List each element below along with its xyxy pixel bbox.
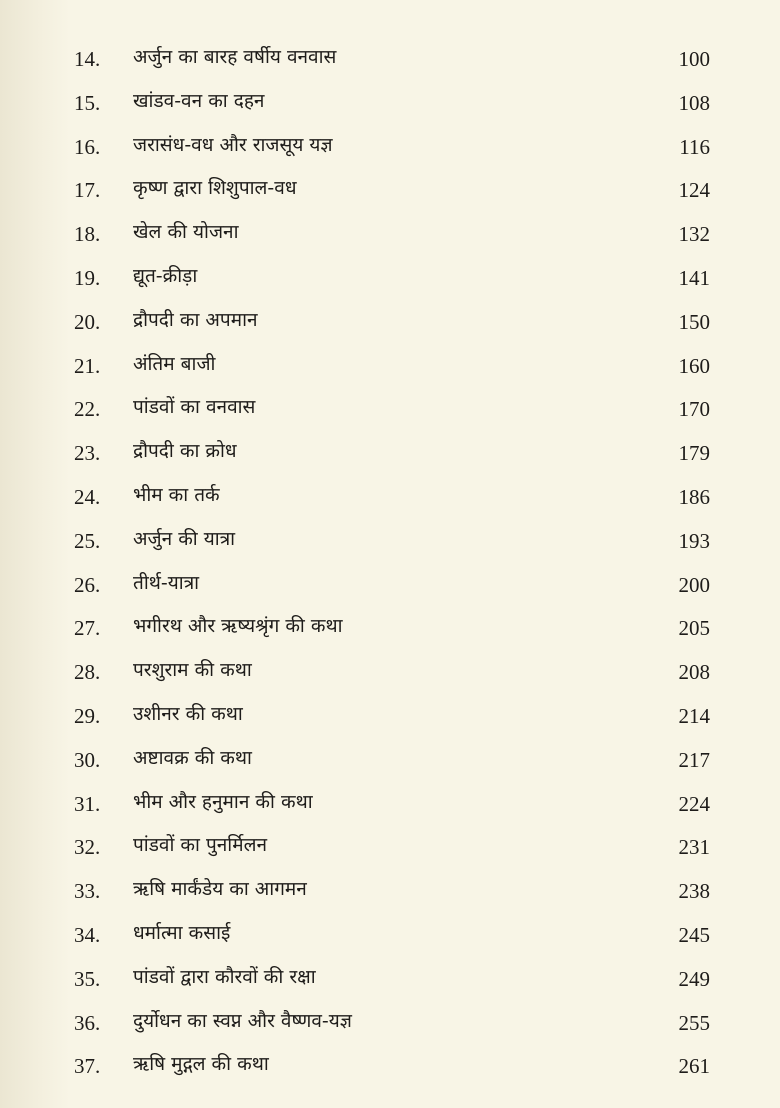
page-number: 249 xyxy=(678,966,710,991)
chapter-number: 25. xyxy=(74,528,101,553)
chapter-title: भीम और हनुमान की कथा xyxy=(133,790,313,813)
page-number: 150 xyxy=(678,309,710,334)
chapter-number: 36. xyxy=(74,1010,101,1035)
chapter-title: अष्टावक्र की कथा xyxy=(133,746,252,769)
chapter-title: दुर्योधन का स्वप्न और वैष्णव-यज्ञ xyxy=(133,1009,352,1032)
toc-entry xyxy=(0,476,780,520)
chapter-title: द्रौपदी का अपमान xyxy=(133,308,258,331)
chapter-number: 21. xyxy=(74,353,101,378)
page-number: 186 xyxy=(678,484,710,509)
chapter-title: ऋषि मार्कंडेय का आगमन xyxy=(133,878,307,901)
toc-entry xyxy=(0,607,780,651)
toc-entry xyxy=(0,38,780,82)
page-number: 108 xyxy=(678,90,710,115)
page-number: 100 xyxy=(678,47,710,71)
chapter-title: धर्मात्मा कसाई xyxy=(133,921,231,944)
page-number: 141 xyxy=(678,265,710,290)
page-number: 132 xyxy=(678,222,710,247)
chapter-title: खेल की योजना xyxy=(133,221,239,244)
chapter-title: खांडव-वन का दहन xyxy=(133,89,265,112)
toc-entry xyxy=(0,870,780,914)
chapter-title: द्रौपदी का क्रोध xyxy=(133,440,237,463)
chapter-number: 29. xyxy=(74,703,101,728)
toc-entry xyxy=(0,1045,780,1089)
chapter-title: उशीनर की कथा xyxy=(133,702,243,725)
chapter-number: 37. xyxy=(74,1054,101,1079)
chapter-number: 30. xyxy=(74,747,101,772)
chapter-title: भगीरथ और ऋष्यश्रृंग की कथा xyxy=(133,615,343,638)
page-number: 124 xyxy=(678,178,710,203)
toc-entry xyxy=(0,695,780,739)
chapter-number: 18. xyxy=(74,222,101,247)
page-number: 214 xyxy=(678,703,710,728)
toc-entry xyxy=(0,432,780,476)
toc-entry xyxy=(0,914,780,958)
page-number: 224 xyxy=(678,791,710,816)
toc-entry xyxy=(0,520,780,564)
table-of-contents xyxy=(0,38,780,1089)
chapter-number: 19. xyxy=(74,265,101,290)
page-number: 116 xyxy=(679,134,710,159)
chapter-title: पांडवों का पुनर्मिलन xyxy=(133,834,268,857)
toc-entry xyxy=(0,783,780,827)
toc-entry xyxy=(0,739,780,783)
toc-entry xyxy=(0,126,780,170)
chapter-number: 17. xyxy=(74,178,101,203)
toc-entry xyxy=(0,564,780,608)
toc-entry xyxy=(0,1002,780,1046)
toc-entry xyxy=(0,388,780,432)
page-number: 238 xyxy=(678,879,710,904)
page-number: 208 xyxy=(678,660,710,685)
chapter-title: द्यूत-क्रीड़ा xyxy=(133,264,198,287)
page-number: 193 xyxy=(678,528,710,553)
page-number: 170 xyxy=(678,397,710,422)
page-number: 245 xyxy=(678,922,710,947)
chapter-number: 31. xyxy=(74,791,101,816)
chapter-number: 35. xyxy=(74,966,101,991)
chapter-number: 15. xyxy=(74,90,101,115)
chapter-number: 16. xyxy=(74,134,101,159)
toc-entry xyxy=(0,82,780,126)
toc-entry xyxy=(0,213,780,257)
toc-entry xyxy=(0,651,780,695)
chapter-number: 23. xyxy=(74,441,101,466)
chapter-title: ऋषि मुद्गल की कथा xyxy=(133,1053,269,1076)
toc-entry xyxy=(0,301,780,345)
page-number: 255 xyxy=(678,1010,710,1035)
chapter-number: 32. xyxy=(74,835,101,860)
chapter-title: पांडवों का वनवास xyxy=(133,396,256,419)
chapter-number: 20. xyxy=(74,309,101,334)
chapter-title: जरासंध-वध और राजसूय यज्ञ xyxy=(133,133,333,156)
page-number: 160 xyxy=(678,353,710,378)
page-number: 231 xyxy=(678,835,710,860)
chapter-number: 22. xyxy=(74,397,101,422)
toc-entry xyxy=(0,169,780,213)
chapter-title: अर्जुन की यात्रा xyxy=(133,527,236,550)
page-number: 205 xyxy=(678,616,710,641)
page-number: 200 xyxy=(678,572,710,597)
toc-entry xyxy=(0,345,780,389)
toc-entry xyxy=(0,958,780,1002)
chapter-title: भीम का तर्क xyxy=(133,483,220,506)
chapter-title: कृष्ण द्वारा शिशुपाल-वध xyxy=(133,177,297,200)
page-number: 179 xyxy=(678,441,710,466)
chapter-number: 34. xyxy=(74,922,101,947)
page-number: 217 xyxy=(678,747,710,772)
chapter-number: 27. xyxy=(74,616,101,641)
chapter-number: 24. xyxy=(74,484,101,509)
chapter-title: पांडवों द्वारा कौरवों की रक्षा xyxy=(133,965,316,988)
toc-entry xyxy=(0,826,780,870)
chapter-number: 26. xyxy=(74,572,101,597)
page-number: 261 xyxy=(678,1054,710,1079)
chapter-number: 33. xyxy=(74,879,101,904)
chapter-title: परशुराम की कथा xyxy=(133,659,252,682)
chapter-title: तीर्थ-यात्रा xyxy=(133,571,200,594)
chapter-number: 28. xyxy=(74,660,101,685)
chapter-number: 14. xyxy=(74,47,101,71)
chapter-title: अर्जुन का बारह वर्षीय वनवास xyxy=(133,46,337,68)
chapter-title: अंतिम बाजी xyxy=(133,352,216,375)
toc-entry xyxy=(0,257,780,301)
